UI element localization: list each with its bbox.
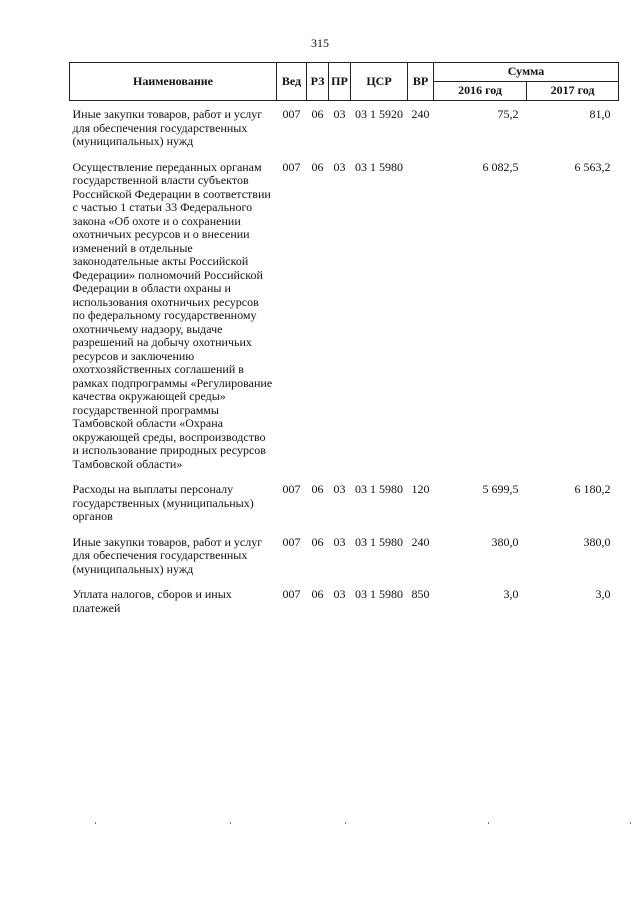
header-name: Наименование	[70, 63, 277, 101]
row-name: Расходы на выплаты персоналу государственных (муниципальных) органов	[72, 482, 254, 523]
row-ved: 007	[282, 482, 301, 496]
header-vr: ВР	[408, 63, 434, 101]
row-pr: 03	[333, 482, 346, 496]
row-amount-2016: 5 699,5	[482, 482, 519, 496]
header-csr: ЦСР	[351, 63, 408, 101]
row-rz: 06	[311, 534, 324, 549]
scan-dot	[488, 822, 489, 824]
row-amount-2017: 380,0	[583, 534, 611, 549]
row-amount-2016: 6 082,5	[482, 159, 519, 174]
row-amount-2017: 3,0	[595, 587, 611, 601]
row-vr: 240	[411, 107, 430, 121]
row-vr	[408, 154, 434, 477]
row-pr: 03	[333, 587, 346, 601]
table-row	[70, 581, 619, 620]
row-vr: 240	[411, 534, 430, 549]
row-amount-2016: 3,0	[503, 587, 519, 601]
row-pr: 03	[333, 159, 346, 174]
row-name: Осуществление переданных органам государственной власти субъектов Российской Федерации в соответствии с частью 1 статьи 33 Федерального закона «Об охоте и о сохранении охотничьих ресурсов и о внесении изменений в отдельные законодательные акты Российской Федерации» полномочий Российской Федерации в области охраны и использования охотничьих ресурсов по федеральному государственному охотничьему надзору, выдаче разрешений на добычу охотничьих ресурсов и заключению охотхозяйственных соглашений в рамках подпрограммы «Регулирование качества окружающей среды» государственной программы Тамбовской области «Охрана окружающей среды, воспроизводство и использование природных ресурсов Тамбовской области»	[72, 159, 273, 471]
scan-artifact-dots	[0, 822, 640, 828]
table-header	[70, 63, 619, 101]
row-amount-2016: 75,2	[497, 107, 519, 121]
row-amount-2017: 81,0	[589, 107, 611, 121]
row-rz: 06	[311, 587, 324, 601]
row-vr: 120	[411, 482, 430, 496]
page-number: 315	[311, 36, 329, 50]
row-pr: 03	[333, 107, 346, 121]
row-name: Иные закупки товаров, работ и услуг для обеспечения государственных (муниципальных) нужд	[72, 107, 263, 148]
row-csr: 03 1 5980	[355, 482, 403, 496]
row-amount-2016: 380,0	[491, 534, 519, 549]
header-pr: ПР	[329, 63, 351, 101]
header-sum: Сумма	[434, 63, 619, 82]
table-body	[70, 101, 619, 621]
row-name: Уплата налогов, сборов и иных платежей	[72, 587, 232, 615]
row-rz: 06	[311, 107, 324, 121]
scan-dot	[95, 822, 96, 824]
table-row	[70, 476, 619, 529]
row-rz: 06	[311, 482, 324, 496]
scan-dot	[345, 822, 346, 824]
row-ved: 007	[282, 534, 301, 549]
table-row	[70, 101, 619, 154]
header-year-2016: 2016 год	[434, 82, 527, 101]
row-csr: 03 1 5980	[355, 534, 403, 549]
header-ved: Вед	[277, 63, 307, 101]
row-csr: 03 1 5920	[355, 107, 403, 121]
budget-table	[69, 62, 619, 620]
scan-dot	[230, 822, 231, 824]
row-ved: 007	[282, 159, 301, 174]
row-csr: 03 1 5980	[355, 159, 403, 174]
row-ved: 007	[282, 107, 301, 121]
header-rz: РЗ	[307, 63, 329, 101]
row-amount-2017: 6 180,2	[574, 482, 611, 496]
scan-dot	[630, 822, 631, 824]
row-amount-2017: 6 563,2	[574, 159, 611, 174]
table-row	[70, 529, 619, 582]
row-rz: 06	[311, 159, 324, 174]
row-pr: 03	[333, 534, 346, 549]
row-ved: 007	[282, 587, 301, 601]
row-name: Иные закупки товаров, работ и услуг для обеспечения государственных (муниципальных) нужд	[72, 534, 263, 576]
row-csr: 03 1 5980	[355, 587, 403, 601]
table-row	[70, 154, 619, 477]
row-vr: 850	[411, 587, 430, 601]
header-year-2017: 2017 год	[527, 82, 619, 101]
